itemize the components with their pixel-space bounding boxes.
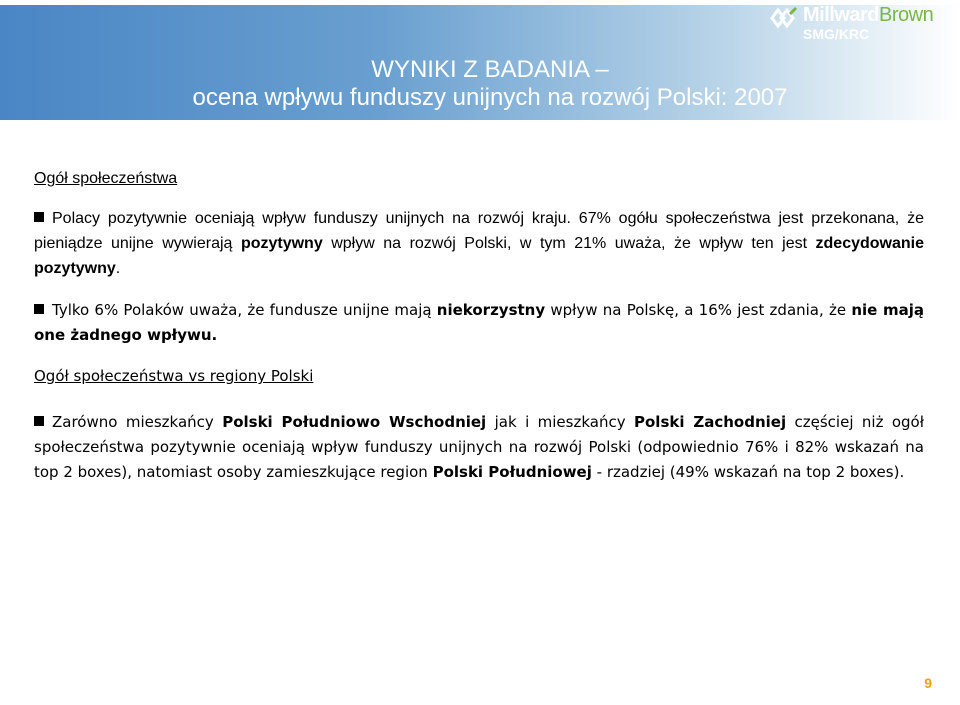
section-heading-overall: Ogół społeczeństwa <box>34 170 178 187</box>
square-bullet-icon <box>34 212 44 222</box>
bullet-paragraph-1 <box>34 206 924 281</box>
millward-brown-logo <box>769 2 954 44</box>
text-run: Polacy pozytywnie oceniają wpływ funduszy unijnych na rozwój kraju. 67% ogółu społeczeństwa jest przekonana, że pieniądze unijne wywierają <box>34 210 924 252</box>
logo-brand-part1: Millward <box>803 4 880 26</box>
header <box>0 0 960 125</box>
logo-brand-text <box>803 4 933 27</box>
section-heading-regions: Ogół społeczeństwa vs regiony Polski <box>34 367 314 385</box>
square-bullet-icon <box>34 304 44 314</box>
bullet-paragraph-2 <box>34 298 924 348</box>
text-run: wpływ na Polskę, a 16% jest zdania, że <box>545 301 852 319</box>
bullet-paragraph-3 <box>34 410 924 485</box>
text-run: jak i mieszkańcy <box>486 413 634 431</box>
square-bullet-icon <box>34 416 44 426</box>
bold-run: nie mają one żadnego wpływu. <box>34 301 924 344</box>
text-run: . <box>115 260 121 277</box>
bold-run: niekorzystny <box>436 301 546 319</box>
bold-run: Polski Południowo Wschodniej <box>222 413 487 431</box>
logo-mark-icon <box>769 4 799 34</box>
bold-run: Polski Zachodniej <box>634 413 787 431</box>
main-content <box>34 166 924 485</box>
text-run: Zarówno mieszkańcy <box>52 413 223 431</box>
text-run: częściej niż ogół społeczeństwa pozytywnie oceniają wpływ funduszy unijnych na rozwój Polski (odpowiednio 76% i 82% wskazań na top 2 boxes), natomiast osoby zamieszkujące region <box>34 413 924 481</box>
bold-run: Polski Południowej <box>432 463 592 481</box>
text-run: wpływ na rozwój Polski, w tym 21% uważa, że wpływ ten jest <box>322 235 816 252</box>
logo-brand-part2: Brown <box>879 4 934 26</box>
bold-run: zdecydowanie pozytywny <box>34 235 925 277</box>
title-line-1: WYNIKI Z BADANIA – <box>371 56 609 83</box>
bold-run: pozytywny <box>240 235 323 252</box>
text-run: Tylko 6% Polaków uważa, że fundusze unijne mają <box>52 301 437 319</box>
header-strip-bottom <box>0 120 960 125</box>
logo-subtitle: SMG/KRC <box>803 26 870 42</box>
page-title <box>60 56 920 112</box>
title-line-2: ocena wpływu funduszy unijnych na rozwój Polski: 2007 <box>192 84 788 111</box>
text-run: - rzadziej (49% wskazań na top 2 boxes). <box>591 463 905 481</box>
page-number: 9 <box>924 675 932 691</box>
